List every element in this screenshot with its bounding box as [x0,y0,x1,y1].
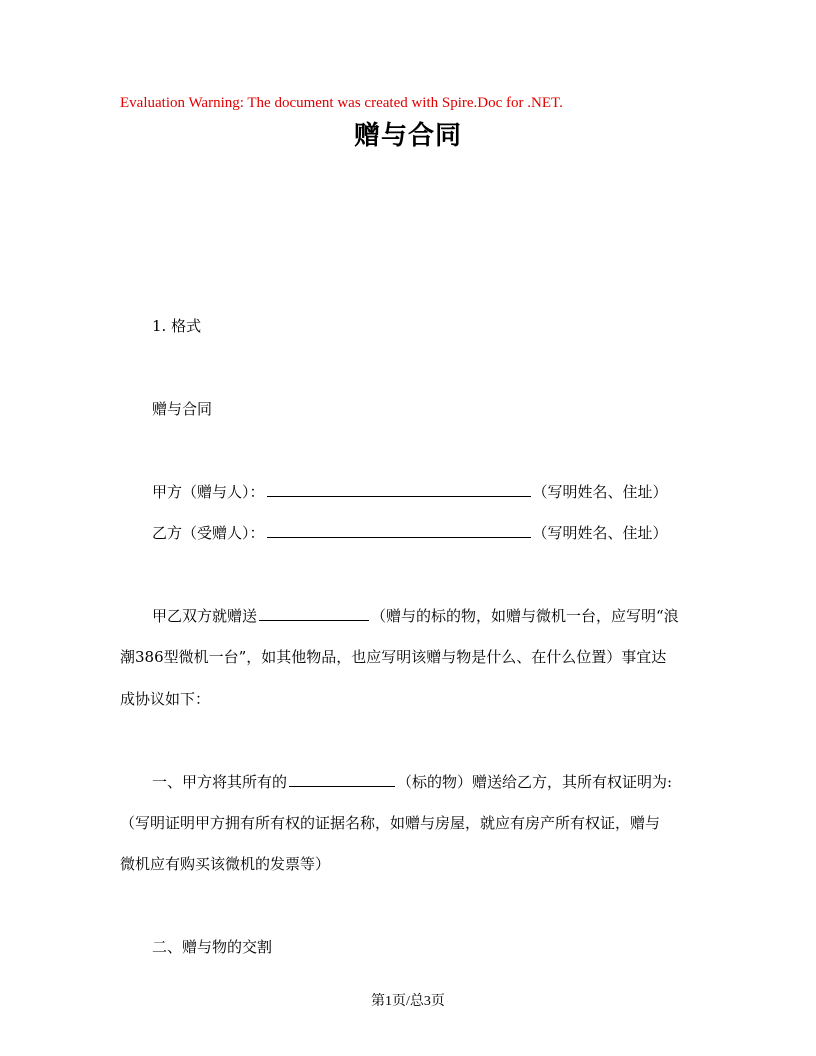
clause-1-line-2: （写明证明甲方拥有所有权的证据名称，如赠与房屋，就应有房产所有权证，赠与 [120,814,661,832]
clause-1-prefix: 一、甲方将其所有的 [152,773,288,791]
intro-line-3: 成协议如下： [120,690,211,708]
party-a-line [152,481,668,503]
gift-item-blank [259,605,369,621]
party-a-label: 甲方（赠与人）： [152,483,265,501]
intro-line-1 [152,605,679,627]
contract-name: 赠与合同 [152,400,213,418]
party-a-note: （写明姓名、住址） [532,483,668,501]
document-title: 赠与合同 [353,121,462,151]
intro-suffix: （赠与的标的物，如赠与微机一台，应写明“浪 [371,607,679,625]
clause-2-heading: 二、赠与物的交割 [152,938,273,956]
party-b-note: （写明姓名、住址） [532,524,668,542]
party-b-blank [267,522,531,538]
intro-prefix: 甲乙双方就赠送 [152,607,258,625]
clause-1-line-3: 微机应有购买该微机的发票等） [120,855,331,873]
section-format-heading: 1. 格式 [152,317,202,335]
intro-line-2: 潮386型微机一台”，如其他物品，也应写明该赠与物是什么、在什么位置）事宜达 [120,648,667,666]
page-footer: 第1页/总3页 [371,994,445,1009]
subject-matter-blank [289,771,395,787]
party-b-label: 乙方（受赠人）： [152,524,265,542]
evaluation-warning: Evaluation Warning: The document was created with Spire.Doc for .NET. [120,95,563,111]
party-a-blank [267,481,531,497]
clause-1-line-1 [152,771,672,793]
party-b-line [152,522,668,544]
clause-1-suffix: （标的物）赠送给乙方，其所有权证明为: [397,773,673,791]
